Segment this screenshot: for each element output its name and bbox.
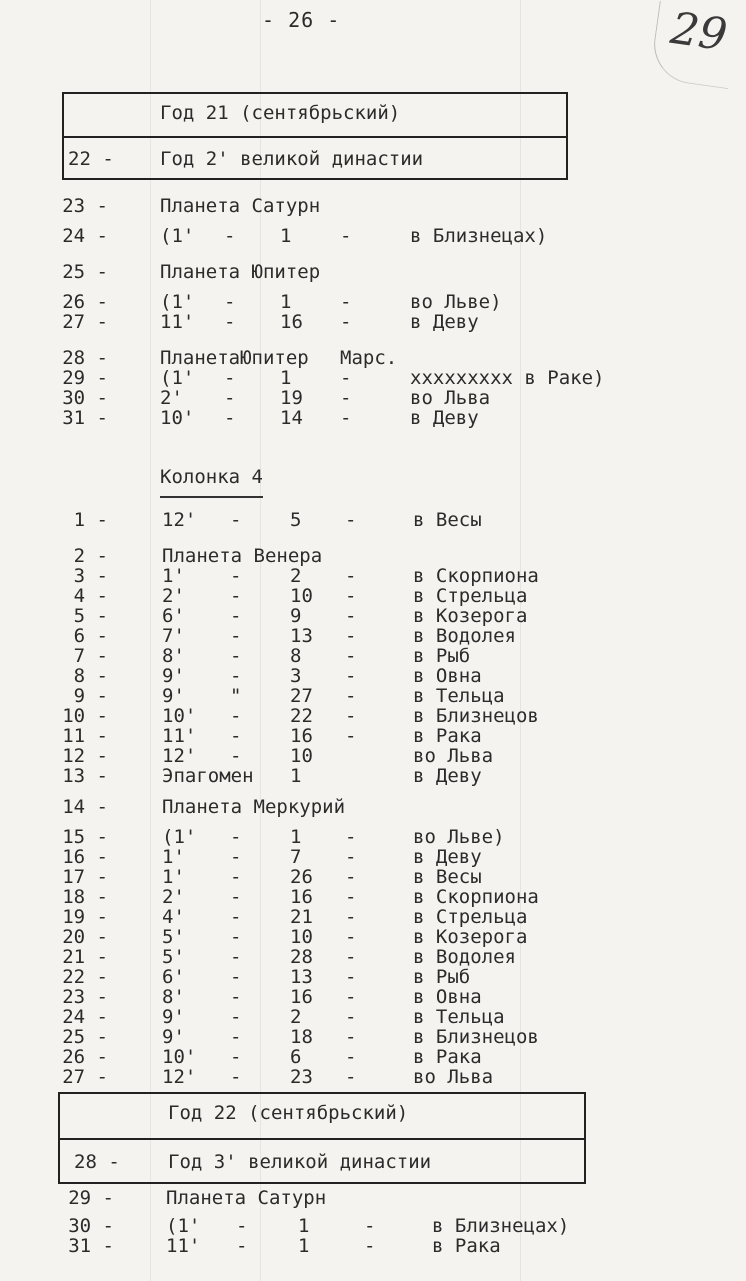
year-heading: Год 21 (сентябрьский)	[160, 102, 401, 124]
col-sign: в Близнецов	[413, 705, 539, 727]
col-dash: -	[224, 311, 236, 333]
year-box-header-row	[60, 1094, 584, 1138]
table-row	[0, 546, 746, 566]
col-day: 10	[290, 585, 313, 607]
line-number: 28 -	[62, 347, 108, 369]
table-row	[0, 887, 746, 907]
col-month: 11'	[160, 311, 195, 333]
col-dash: -	[224, 367, 236, 389]
table-row	[0, 1027, 746, 1047]
col-dash-2: -	[345, 605, 357, 627]
col-dash-2: -	[345, 585, 357, 607]
col-dash-2: -	[345, 966, 357, 988]
dynasty-row	[64, 136, 566, 178]
col-dash-2: -	[345, 705, 357, 727]
table-row	[0, 510, 746, 530]
table-row	[0, 626, 746, 646]
table-row	[0, 797, 746, 817]
col-month: (1'	[160, 291, 195, 313]
col-dash-2: -	[345, 665, 357, 687]
col-dash: -	[230, 705, 242, 727]
col-sign: в Тельца	[413, 685, 505, 707]
table-row	[0, 1007, 746, 1027]
col-month: 12'	[162, 1066, 197, 1088]
line-number: 17 -	[62, 866, 108, 888]
table-row	[0, 927, 746, 947]
col-dash: -	[236, 1235, 248, 1257]
col-month: 9'	[162, 1026, 185, 1048]
table-row	[0, 686, 746, 706]
line-number: 19 -	[62, 906, 108, 928]
line-number: 8 -	[73, 665, 108, 687]
line-number: 29 -	[68, 1187, 114, 1209]
table-row	[0, 586, 746, 606]
line-number: 30 -	[62, 387, 108, 409]
col-dash-2: -	[345, 625, 357, 647]
col-month: (1'	[162, 826, 197, 848]
dynasty-text: Год 2' великой династии	[160, 148, 424, 170]
table-row	[0, 388, 746, 408]
table-row	[0, 666, 746, 686]
col-dash: -	[230, 1066, 242, 1088]
col-dash-2: -	[345, 1006, 357, 1028]
col-month: Планета Венера	[162, 545, 323, 567]
col-dash: -	[230, 986, 242, 1008]
col-day: 19	[280, 387, 303, 409]
col-month: 1'	[162, 565, 185, 587]
col-month: 2'	[160, 387, 183, 409]
table-row	[0, 646, 746, 666]
year-heading: Год 22 (сентябрьский)	[168, 1102, 409, 1124]
col-month: Планета Сатурн	[166, 1187, 327, 1209]
table-row	[0, 706, 746, 726]
col-dash-2: -	[345, 906, 357, 928]
table-row	[0, 907, 746, 927]
col-day: 10	[290, 745, 313, 767]
col-month: 2'	[162, 585, 185, 607]
table-row	[0, 312, 746, 332]
col-dash-2: -	[340, 291, 352, 313]
col-sign: в Скорпиона	[413, 886, 539, 908]
col-dash-2: -	[345, 846, 357, 868]
line-number: 30 -	[68, 1215, 114, 1237]
col-month: Планета Меркурий	[162, 796, 346, 818]
line-number: 23 -	[62, 195, 108, 217]
page-number: - 26 -	[262, 8, 341, 32]
column-heading-text: Колонка 4	[160, 466, 263, 498]
col-day: 5	[290, 509, 302, 531]
col-month: Эпагомен	[162, 765, 254, 787]
col-sign: в Рыб	[413, 966, 471, 988]
col-day: 10	[290, 926, 313, 948]
col-dash: "	[230, 685, 242, 707]
col-month: 1'	[162, 846, 185, 868]
year-box-header-row	[64, 94, 566, 136]
table-row	[0, 1236, 746, 1256]
col-dash-2: -	[345, 866, 357, 888]
line-number: 22 -	[62, 966, 108, 988]
col-dash: -	[224, 387, 236, 409]
line-number: 31 -	[68, 1235, 114, 1257]
col-sign: в Деву	[413, 765, 482, 787]
col-dash: -	[236, 1215, 248, 1237]
col-dash-2: -	[345, 725, 357, 747]
line-number: 28 -	[74, 1151, 120, 1173]
line-number: 31 -	[62, 407, 108, 429]
table-row	[0, 766, 746, 786]
line-number: 27 -	[62, 311, 108, 333]
col-sign: xxxxxxxxx в Раке)	[410, 367, 605, 389]
col-sign: в Рака	[413, 1046, 482, 1068]
col-dash: -	[230, 966, 242, 988]
dynasty-text: Год 3' великой династии	[168, 1151, 432, 1173]
col-dash: -	[230, 665, 242, 687]
col-dash: -	[230, 846, 242, 868]
col-month: 11'	[162, 725, 197, 747]
col-month: 4'	[162, 906, 185, 928]
col-day: 13	[290, 625, 313, 647]
line-number: 26 -	[62, 291, 108, 313]
table-row	[0, 566, 746, 586]
line-number: 18 -	[62, 886, 108, 908]
line-number: 5 -	[73, 605, 108, 627]
line-number: 29 -	[62, 367, 108, 389]
col-dash-2: -	[340, 387, 352, 409]
col-day: 21	[290, 906, 313, 928]
col-sign: в Овна	[413, 986, 482, 1008]
col-sign: в Козерога	[413, 926, 528, 948]
col-sign: в Козерога	[413, 605, 528, 627]
line-number: 24 -	[62, 225, 108, 247]
line-number: 21 -	[62, 946, 108, 968]
col-dash: -	[230, 625, 242, 647]
col-month: (1'	[166, 1215, 201, 1237]
line-number: 9 -	[73, 685, 108, 707]
table-row	[0, 606, 746, 626]
line-number: 25 -	[62, 261, 108, 283]
line-number: 7 -	[73, 645, 108, 667]
col-sign: во Льве)	[410, 291, 502, 313]
col-sign: в Близнецах)	[432, 1215, 570, 1237]
col-dash: -	[230, 745, 242, 767]
col-day: 13	[290, 966, 313, 988]
table-row	[0, 292, 746, 312]
table-row	[0, 1047, 746, 1067]
col-day: 9	[290, 605, 302, 627]
line-number: 4 -	[73, 585, 108, 607]
col-dash: -	[224, 225, 236, 247]
col-month: ПланетаЮпитер	[160, 347, 309, 369]
col-day: 1	[280, 291, 292, 313]
col-day: 2	[290, 565, 302, 587]
line-number: 10 -	[62, 705, 108, 727]
year-box-1	[62, 92, 568, 180]
col-dash-2: Марс.	[340, 347, 398, 369]
line-number: 1 -	[73, 509, 108, 531]
line-number: 13 -	[62, 765, 108, 787]
col-dash: -	[230, 826, 242, 848]
col-day: 3	[290, 665, 302, 687]
col-day: 16	[290, 986, 313, 1008]
line-number: 12 -	[62, 745, 108, 767]
table-row	[0, 847, 746, 867]
col-dash-2: -	[340, 225, 352, 247]
col-dash-2: -	[345, 886, 357, 908]
col-dash: -	[230, 509, 242, 531]
line-number: 25 -	[62, 1026, 108, 1048]
col-dash-2: -	[345, 926, 357, 948]
col-sign: в Весы	[413, 509, 482, 531]
col-day: 1	[298, 1235, 310, 1257]
col-sign: во Льве)	[413, 826, 505, 848]
col-day: 1	[280, 225, 292, 247]
col-sign: в Деву	[410, 407, 479, 429]
line-number: 11 -	[62, 725, 108, 747]
col-month: 2'	[162, 886, 185, 908]
table-row	[0, 1216, 746, 1236]
col-day: 14	[280, 407, 303, 429]
handwritten-folio-number: 29	[649, 1, 739, 89]
col-dash-2: -	[345, 946, 357, 968]
table-row	[0, 1188, 746, 1208]
col-month: 10'	[162, 705, 197, 727]
col-day: 1	[290, 765, 302, 787]
col-sign: в Стрельца	[413, 585, 528, 607]
col-dash: -	[230, 906, 242, 928]
col-day: 1	[280, 367, 292, 389]
col-dash-2: -	[345, 509, 357, 531]
col-sign: во Льва	[410, 387, 491, 409]
col-day: 27	[290, 685, 313, 707]
col-sign: в Деву	[413, 846, 482, 868]
col-dash: -	[230, 866, 242, 888]
table-row	[0, 987, 746, 1007]
col-sign: в Тельца	[413, 1006, 505, 1028]
table-row	[0, 827, 746, 847]
col-sign: в Стрельца	[413, 906, 528, 928]
col-dash: -	[230, 585, 242, 607]
year-box-2	[58, 1092, 586, 1184]
col-sign: в Близнецах)	[410, 225, 548, 247]
col-dash: -	[230, 946, 242, 968]
table-row	[0, 226, 746, 246]
col-sign: во Льва	[413, 745, 494, 767]
col-month: 5'	[162, 946, 185, 968]
col-dash-2: -	[345, 1026, 357, 1048]
table-row	[0, 967, 746, 987]
col-month: 8'	[162, 986, 185, 1008]
col-day: 18	[290, 1026, 313, 1048]
col-dash-2: -	[345, 826, 357, 848]
col-day: 6	[290, 1046, 302, 1068]
col-dash-2: -	[364, 1215, 376, 1237]
col-day: 22	[290, 705, 313, 727]
col-month: 6'	[162, 966, 185, 988]
column-heading	[160, 466, 263, 488]
col-dash: -	[230, 1006, 242, 1028]
col-day: 26	[290, 866, 313, 888]
col-day: 8	[290, 645, 302, 667]
col-month: 6'	[162, 605, 185, 627]
col-month: Планета Сатурн	[160, 195, 321, 217]
col-month: Планета Юпитер	[160, 261, 321, 283]
col-dash-2: -	[345, 986, 357, 1008]
col-dash-2: -	[340, 367, 352, 389]
col-sign: в Водолея	[413, 625, 516, 647]
col-month: 9'	[162, 665, 185, 687]
col-sign: в Весы	[413, 866, 482, 888]
col-sign: в Рака	[413, 725, 482, 747]
col-month: (1'	[160, 225, 195, 247]
col-sign: в Рыб	[413, 645, 471, 667]
col-day: 16	[290, 725, 313, 747]
table-row	[0, 746, 746, 766]
dynasty-row	[60, 1138, 584, 1182]
table-row	[0, 196, 746, 216]
line-number: 20 -	[62, 926, 108, 948]
col-sign: во Льва	[413, 1066, 494, 1088]
col-dash-2: -	[345, 565, 357, 587]
table-row	[0, 867, 746, 887]
col-sign: в Деву	[410, 311, 479, 333]
table-row	[0, 348, 746, 368]
col-sign: в Водолея	[413, 946, 516, 968]
col-sign: в Овна	[413, 665, 482, 687]
col-month: 5'	[162, 926, 185, 948]
col-dash: -	[230, 645, 242, 667]
col-month: 10'	[160, 407, 195, 429]
line-number: 14 -	[62, 796, 108, 818]
table-row	[0, 726, 746, 746]
col-month: (1'	[160, 367, 195, 389]
col-dash: -	[230, 886, 242, 908]
col-dash-2: -	[345, 1066, 357, 1088]
col-month: 11'	[166, 1235, 201, 1257]
col-month: 12'	[162, 745, 197, 767]
col-day: 1	[290, 826, 302, 848]
col-dash: -	[230, 926, 242, 948]
col-day: 28	[290, 946, 313, 968]
table-row	[0, 1067, 746, 1087]
col-dash: -	[230, 565, 242, 587]
col-dash-2: -	[364, 1235, 376, 1257]
col-dash-2: -	[340, 311, 352, 333]
col-day: 7	[290, 846, 302, 868]
col-sign: в Рака	[432, 1235, 501, 1257]
col-dash: -	[230, 1026, 242, 1048]
col-dash-2: -	[345, 685, 357, 707]
line-number: 23 -	[62, 986, 108, 1008]
col-day: 2	[290, 1006, 302, 1028]
col-month: 10'	[162, 1046, 197, 1068]
col-dash: -	[230, 725, 242, 747]
col-day: 16	[280, 311, 303, 333]
line-number: 2 -	[73, 545, 108, 567]
line-number: 26 -	[62, 1046, 108, 1068]
line-number: 15 -	[62, 826, 108, 848]
col-day: 23	[290, 1066, 313, 1088]
table-row	[0, 262, 746, 282]
col-month: 7'	[162, 625, 185, 647]
col-dash: -	[224, 407, 236, 429]
col-day: 1	[298, 1215, 310, 1237]
line-number: 3 -	[73, 565, 108, 587]
line-number: 16 -	[62, 846, 108, 868]
col-sign: в Скорпиона	[413, 565, 539, 587]
col-sign: в Близнецов	[413, 1026, 539, 1048]
table-row	[0, 408, 746, 428]
line-number: 27 -	[62, 1066, 108, 1088]
col-dash: -	[230, 1046, 242, 1068]
col-dash: -	[224, 291, 236, 313]
col-dash-2: -	[345, 645, 357, 667]
col-day: 16	[290, 886, 313, 908]
col-month: 9'	[162, 685, 185, 707]
col-month: 9'	[162, 1006, 185, 1028]
col-month: 1'	[162, 866, 185, 888]
table-row	[0, 947, 746, 967]
col-month: 12'	[162, 509, 197, 531]
line-number: 6 -	[73, 625, 108, 647]
col-dash-2: -	[340, 407, 352, 429]
line-number: 22 -	[68, 148, 114, 170]
col-month: 8'	[162, 645, 185, 667]
col-dash-2: -	[345, 1046, 357, 1068]
line-number: 24 -	[62, 1006, 108, 1028]
col-dash: -	[230, 605, 242, 627]
table-row	[0, 368, 746, 388]
